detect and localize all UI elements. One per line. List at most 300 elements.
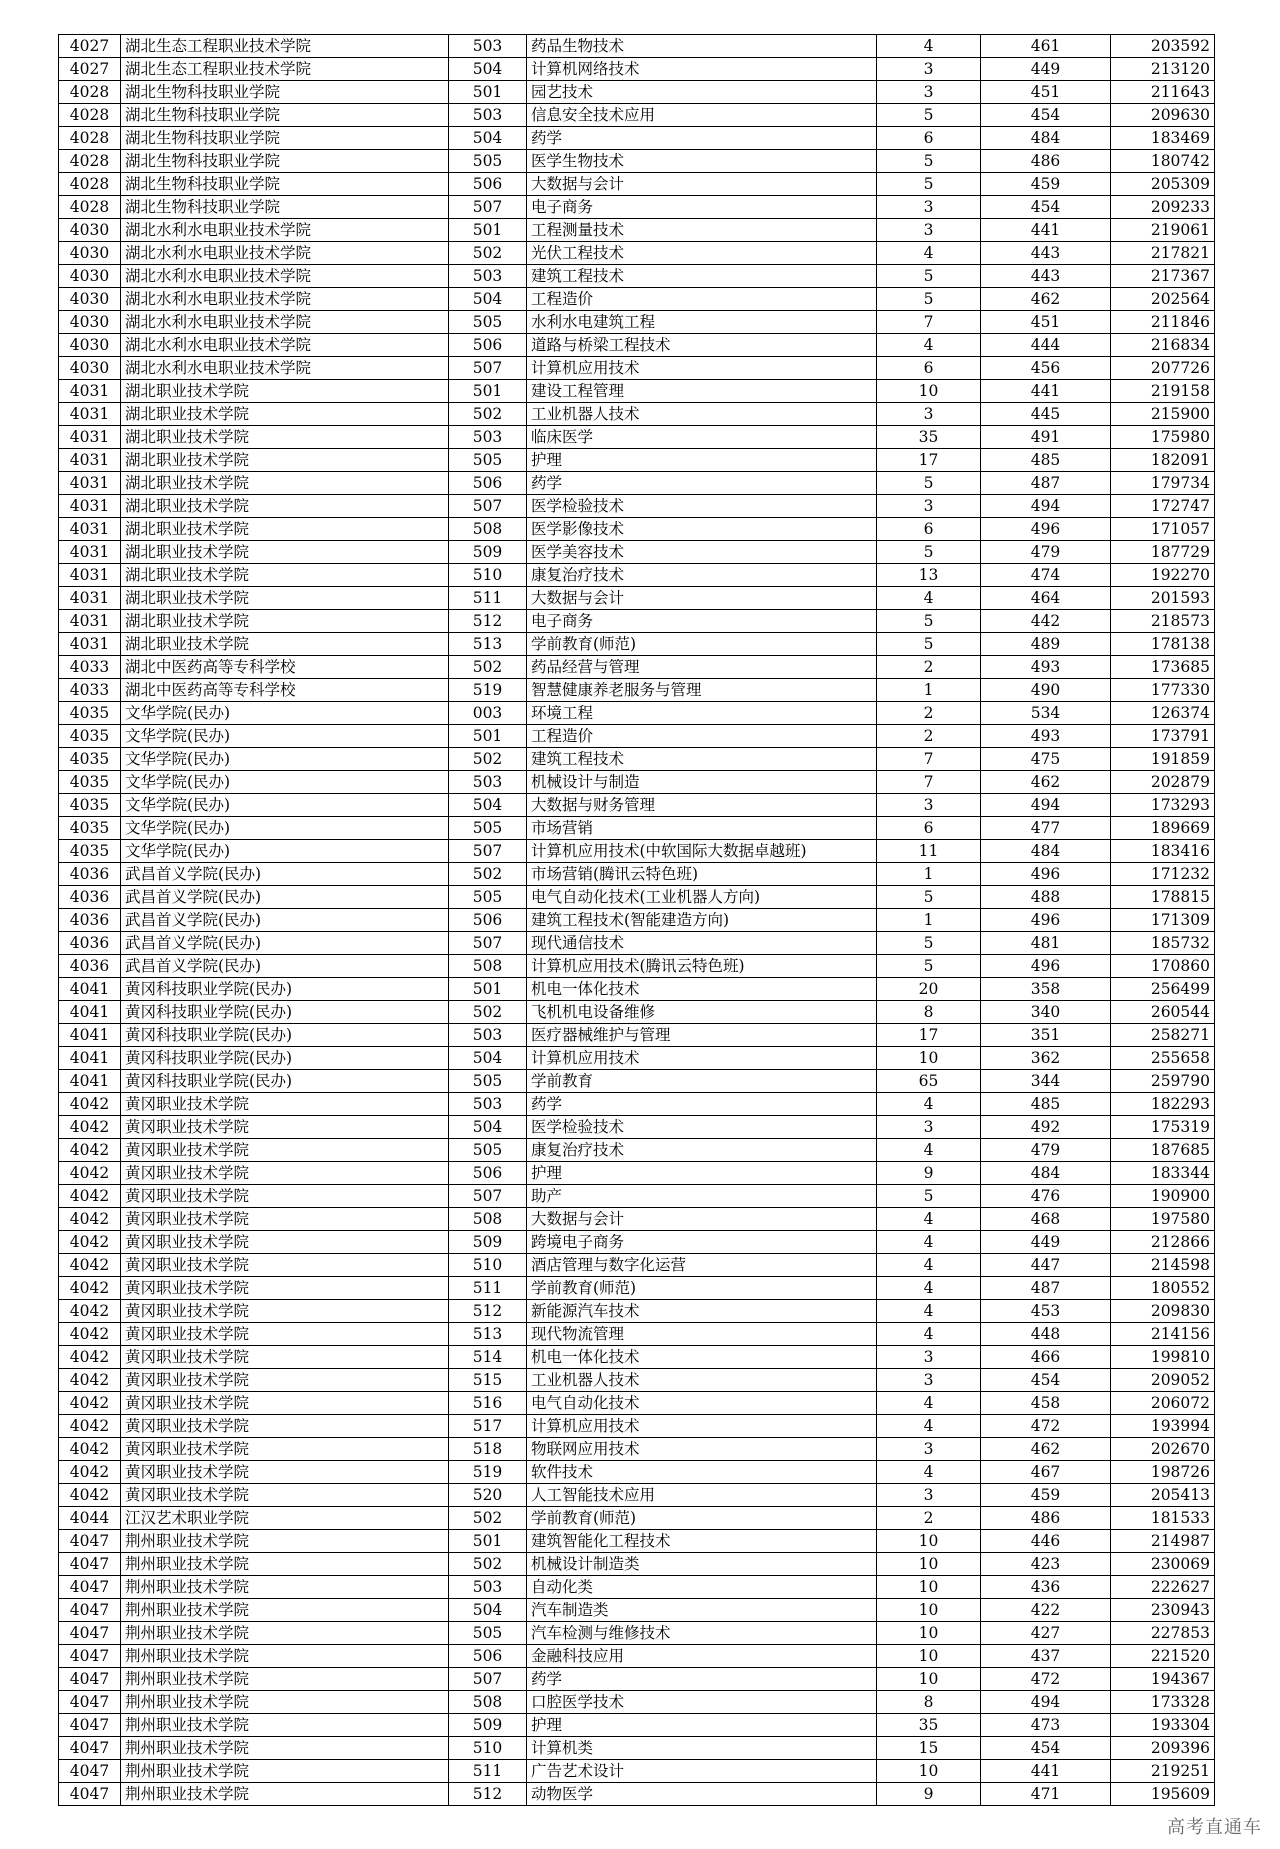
table-row <box>59 840 1215 863</box>
plan-count-cell: 10 <box>877 1599 981 1622</box>
plan-count-cell: 6 <box>877 127 981 150</box>
school-name-cell: 黄冈科技职业学院(民办) <box>121 1024 449 1047</box>
major-code-cell: 501 <box>449 978 527 1001</box>
min-score-cell: 481 <box>981 932 1111 955</box>
major-code-cell: 501 <box>449 81 527 104</box>
major-name-cell: 计算机应用技术 <box>527 357 877 380</box>
school-code-cell: 4042 <box>59 1323 121 1346</box>
table-row <box>59 1760 1215 1783</box>
school-code-cell: 4041 <box>59 978 121 1001</box>
school-name-cell: 湖北生物科技职业学院 <box>121 81 449 104</box>
school-name-cell: 黄冈职业技术学院 <box>121 1438 449 1461</box>
min-rank-cell: 203592 <box>1111 35 1215 58</box>
major-code-cell: 505 <box>449 449 527 472</box>
min-score-cell: 494 <box>981 794 1111 817</box>
major-name-cell: 药品生物技术 <box>527 35 877 58</box>
min-rank-cell: 126374 <box>1111 702 1215 725</box>
min-rank-cell: 171057 <box>1111 518 1215 541</box>
plan-count-cell: 11 <box>877 840 981 863</box>
plan-count-cell: 10 <box>877 1047 981 1070</box>
school-name-cell: 黄冈职业技术学院 <box>121 1254 449 1277</box>
school-name-cell: 黄冈科技职业学院(民办) <box>121 1047 449 1070</box>
plan-count-cell: 4 <box>877 1231 981 1254</box>
school-code-cell: 4030 <box>59 265 121 288</box>
school-code-cell: 4035 <box>59 794 121 817</box>
plan-count-cell: 7 <box>877 771 981 794</box>
min-score-cell: 456 <box>981 357 1111 380</box>
min-rank-cell: 173293 <box>1111 794 1215 817</box>
table-row <box>59 357 1215 380</box>
major-name-cell: 飞机机电设备维修 <box>527 1001 877 1024</box>
table-row <box>59 771 1215 794</box>
school-name-cell: 湖北水利水电职业技术学院 <box>121 242 449 265</box>
min-score-cell: 458 <box>981 1392 1111 1415</box>
school-name-cell: 荆州职业技术学院 <box>121 1760 449 1783</box>
min-rank-cell: 209396 <box>1111 1737 1215 1760</box>
min-score-cell: 491 <box>981 426 1111 449</box>
min-score-cell: 496 <box>981 518 1111 541</box>
table-row <box>59 150 1215 173</box>
plan-count-cell: 4 <box>877 1461 981 1484</box>
school-name-cell: 荆州职业技术学院 <box>121 1576 449 1599</box>
major-name-cell: 物联网应用技术 <box>527 1438 877 1461</box>
table-row <box>59 219 1215 242</box>
min-score-cell: 444 <box>981 334 1111 357</box>
table-row <box>59 1507 1215 1530</box>
school-name-cell: 湖北职业技术学院 <box>121 633 449 656</box>
min-score-cell: 451 <box>981 81 1111 104</box>
school-name-cell: 文华学院(民办) <box>121 702 449 725</box>
table-row <box>59 472 1215 495</box>
min-rank-cell: 171232 <box>1111 863 1215 886</box>
table-row <box>59 978 1215 1001</box>
plan-count-cell: 65 <box>877 1070 981 1093</box>
major-name-cell: 软件技术 <box>527 1461 877 1484</box>
major-code-cell: 507 <box>449 840 527 863</box>
major-code-cell: 513 <box>449 1323 527 1346</box>
school-code-cell: 4028 <box>59 127 121 150</box>
plan-count-cell: 6 <box>877 518 981 541</box>
major-code-cell: 504 <box>449 1047 527 1070</box>
major-code-cell: 518 <box>449 1438 527 1461</box>
school-name-cell: 荆州职业技术学院 <box>121 1553 449 1576</box>
major-name-cell: 学前教育(师范) <box>527 633 877 656</box>
major-code-cell: 516 <box>449 1392 527 1415</box>
major-name-cell: 工程造价 <box>527 725 877 748</box>
school-name-cell: 黄冈科技职业学院(民办) <box>121 978 449 1001</box>
min-score-cell: 485 <box>981 449 1111 472</box>
major-name-cell: 机电一体化技术 <box>527 1346 877 1369</box>
min-rank-cell: 177330 <box>1111 679 1215 702</box>
school-name-cell: 黄冈职业技术学院 <box>121 1231 449 1254</box>
school-name-cell: 湖北中医药高等专科学校 <box>121 679 449 702</box>
table-row <box>59 1576 1215 1599</box>
min-rank-cell: 173685 <box>1111 656 1215 679</box>
plan-count-cell: 5 <box>877 173 981 196</box>
school-name-cell: 湖北生态工程职业技术学院 <box>121 58 449 81</box>
major-code-cell: 502 <box>449 656 527 679</box>
min-rank-cell: 171309 <box>1111 909 1215 932</box>
major-name-cell: 护理 <box>527 1162 877 1185</box>
table-row <box>59 932 1215 955</box>
min-score-cell: 476 <box>981 1185 1111 1208</box>
school-name-cell: 荆州职业技术学院 <box>121 1622 449 1645</box>
min-rank-cell: 172747 <box>1111 495 1215 518</box>
major-name-cell: 金融科技应用 <box>527 1645 877 1668</box>
min-score-cell: 492 <box>981 1116 1111 1139</box>
school-code-cell: 4035 <box>59 771 121 794</box>
school-name-cell: 荆州职业技术学院 <box>121 1783 449 1806</box>
major-name-cell: 机械设计制造类 <box>527 1553 877 1576</box>
major-name-cell: 护理 <box>527 449 877 472</box>
min-rank-cell: 227853 <box>1111 1622 1215 1645</box>
school-code-cell: 4042 <box>59 1461 121 1484</box>
major-name-cell: 电子商务 <box>527 610 877 633</box>
min-score-cell: 441 <box>981 219 1111 242</box>
table-row <box>59 909 1215 932</box>
min-score-cell: 436 <box>981 1576 1111 1599</box>
school-code-cell: 4042 <box>59 1392 121 1415</box>
min-score-cell: 472 <box>981 1668 1111 1691</box>
school-name-cell: 湖北水利水电职业技术学院 <box>121 311 449 334</box>
plan-count-cell: 35 <box>877 426 981 449</box>
min-score-cell: 451 <box>981 311 1111 334</box>
school-code-cell: 4031 <box>59 564 121 587</box>
min-rank-cell: 175319 <box>1111 1116 1215 1139</box>
table-row <box>59 1254 1215 1277</box>
plan-count-cell: 10 <box>877 380 981 403</box>
major-code-cell: 504 <box>449 1116 527 1139</box>
school-code-cell: 4036 <box>59 909 121 932</box>
school-name-cell: 湖北水利水电职业技术学院 <box>121 357 449 380</box>
min-score-cell: 487 <box>981 1277 1111 1300</box>
major-name-cell: 动物医学 <box>527 1783 877 1806</box>
table-row <box>59 242 1215 265</box>
major-name-cell: 大数据与财务管理 <box>527 794 877 817</box>
plan-count-cell: 1 <box>877 909 981 932</box>
table-row <box>59 1139 1215 1162</box>
min-rank-cell: 259790 <box>1111 1070 1215 1093</box>
major-code-cell: 506 <box>449 334 527 357</box>
min-rank-cell: 197580 <box>1111 1208 1215 1231</box>
plan-count-cell: 4 <box>877 1392 981 1415</box>
school-name-cell: 湖北生物科技职业学院 <box>121 150 449 173</box>
watermark-text: 高考直通车 <box>1167 1817 1262 1838</box>
plan-count-cell: 10 <box>877 1622 981 1645</box>
min-score-cell: 447 <box>981 1254 1111 1277</box>
major-code-cell: 508 <box>449 518 527 541</box>
school-code-cell: 4047 <box>59 1576 121 1599</box>
major-code-cell: 505 <box>449 150 527 173</box>
major-code-cell: 501 <box>449 380 527 403</box>
min-rank-cell: 181533 <box>1111 1507 1215 1530</box>
major-code-cell: 501 <box>449 1530 527 1553</box>
school-code-cell: 4047 <box>59 1645 121 1668</box>
school-code-cell: 4047 <box>59 1714 121 1737</box>
major-name-cell: 学前教育 <box>527 1070 877 1093</box>
min-rank-cell: 209630 <box>1111 104 1215 127</box>
school-code-cell: 4036 <box>59 955 121 978</box>
school-name-cell: 黄冈职业技术学院 <box>121 1093 449 1116</box>
table-row <box>59 81 1215 104</box>
min-rank-cell: 258271 <box>1111 1024 1215 1047</box>
school-name-cell: 文华学院(民办) <box>121 794 449 817</box>
table-row <box>59 265 1215 288</box>
min-score-cell: 464 <box>981 587 1111 610</box>
plan-count-cell: 3 <box>877 495 981 518</box>
min-rank-cell: 219158 <box>1111 380 1215 403</box>
plan-count-cell: 4 <box>877 242 981 265</box>
major-name-cell: 机械设计与制造 <box>527 771 877 794</box>
min-score-cell: 496 <box>981 863 1111 886</box>
min-rank-cell: 209830 <box>1111 1300 1215 1323</box>
school-code-cell: 4035 <box>59 702 121 725</box>
min-score-cell: 446 <box>981 1530 1111 1553</box>
school-name-cell: 黄冈职业技术学院 <box>121 1369 449 1392</box>
major-name-cell: 新能源汽车技术 <box>527 1300 877 1323</box>
table-row <box>59 610 1215 633</box>
major-name-cell: 医学影像技术 <box>527 518 877 541</box>
min-rank-cell: 219251 <box>1111 1760 1215 1783</box>
major-code-cell: 502 <box>449 1001 527 1024</box>
major-name-cell: 口腔医学技术 <box>527 1691 877 1714</box>
major-code-cell: 507 <box>449 495 527 518</box>
plan-count-cell: 5 <box>877 472 981 495</box>
plan-count-cell: 10 <box>877 1530 981 1553</box>
min-rank-cell: 185732 <box>1111 932 1215 955</box>
min-rank-cell: 221520 <box>1111 1645 1215 1668</box>
min-rank-cell: 256499 <box>1111 978 1215 1001</box>
table-row <box>59 1070 1215 1093</box>
major-name-cell: 大数据与会计 <box>527 1208 877 1231</box>
min-rank-cell: 255658 <box>1111 1047 1215 1070</box>
major-code-cell: 509 <box>449 1714 527 1737</box>
min-score-cell: 427 <box>981 1622 1111 1645</box>
plan-count-cell: 3 <box>877 403 981 426</box>
table-row <box>59 1231 1215 1254</box>
table-row <box>59 1783 1215 1806</box>
plan-count-cell: 4 <box>877 1254 981 1277</box>
major-code-cell: 508 <box>449 1208 527 1231</box>
major-name-cell: 广告艺术设计 <box>527 1760 877 1783</box>
min-rank-cell: 183344 <box>1111 1162 1215 1185</box>
plan-count-cell: 1 <box>877 863 981 886</box>
major-name-cell: 市场营销 <box>527 817 877 840</box>
major-code-cell: 504 <box>449 288 527 311</box>
major-name-cell: 光伏工程技术 <box>527 242 877 265</box>
table-row <box>59 725 1215 748</box>
min-rank-cell: 187729 <box>1111 541 1215 564</box>
admissions-table <box>58 34 1215 1806</box>
min-rank-cell: 182293 <box>1111 1093 1215 1116</box>
min-score-cell: 454 <box>981 1737 1111 1760</box>
major-code-cell: 520 <box>449 1484 527 1507</box>
min-score-cell: 441 <box>981 1760 1111 1783</box>
school-code-cell: 4033 <box>59 656 121 679</box>
min-rank-cell: 173791 <box>1111 725 1215 748</box>
school-code-cell: 4041 <box>59 1047 121 1070</box>
min-score-cell: 496 <box>981 955 1111 978</box>
table-row <box>59 1116 1215 1139</box>
major-name-cell: 医学检验技术 <box>527 495 877 518</box>
school-code-cell: 4028 <box>59 150 121 173</box>
school-code-cell: 4035 <box>59 748 121 771</box>
min-score-cell: 449 <box>981 1231 1111 1254</box>
min-score-cell: 453 <box>981 1300 1111 1323</box>
major-code-cell: 508 <box>449 955 527 978</box>
major-name-cell: 医学检验技术 <box>527 1116 877 1139</box>
school-code-cell: 4035 <box>59 840 121 863</box>
school-code-cell: 4031 <box>59 633 121 656</box>
plan-count-cell: 5 <box>877 288 981 311</box>
major-name-cell: 电气自动化技术(工业机器人方向) <box>527 886 877 909</box>
plan-count-cell: 13 <box>877 564 981 587</box>
major-code-cell: 502 <box>449 242 527 265</box>
min-rank-cell: 170860 <box>1111 955 1215 978</box>
table-row <box>59 1645 1215 1668</box>
school-name-cell: 黄冈科技职业学院(民办) <box>121 1070 449 1093</box>
major-code-cell: 511 <box>449 1277 527 1300</box>
min-score-cell: 351 <box>981 1024 1111 1047</box>
min-rank-cell: 183416 <box>1111 840 1215 863</box>
school-name-cell: 湖北生物科技职业学院 <box>121 104 449 127</box>
plan-count-cell: 10 <box>877 1668 981 1691</box>
major-name-cell: 道路与桥梁工程技术 <box>527 334 877 357</box>
plan-count-cell: 5 <box>877 633 981 656</box>
plan-count-cell: 3 <box>877 219 981 242</box>
school-name-cell: 荆州职业技术学院 <box>121 1599 449 1622</box>
min-score-cell: 462 <box>981 1438 1111 1461</box>
school-code-cell: 4047 <box>59 1553 121 1576</box>
school-code-cell: 4042 <box>59 1346 121 1369</box>
plan-count-cell: 6 <box>877 817 981 840</box>
min-score-cell: 358 <box>981 978 1111 1001</box>
min-score-cell: 454 <box>981 104 1111 127</box>
min-rank-cell: 194367 <box>1111 1668 1215 1691</box>
plan-count-cell: 5 <box>877 150 981 173</box>
major-name-cell: 建筑工程技术 <box>527 265 877 288</box>
school-name-cell: 黄冈职业技术学院 <box>121 1484 449 1507</box>
min-score-cell: 486 <box>981 150 1111 173</box>
school-name-cell: 荆州职业技术学院 <box>121 1737 449 1760</box>
school-name-cell: 湖北水利水电职业技术学院 <box>121 288 449 311</box>
min-rank-cell: 189669 <box>1111 817 1215 840</box>
min-score-cell: 443 <box>981 242 1111 265</box>
school-code-cell: 4047 <box>59 1622 121 1645</box>
min-score-cell: 445 <box>981 403 1111 426</box>
min-score-cell: 461 <box>981 35 1111 58</box>
school-name-cell: 黄冈职业技术学院 <box>121 1277 449 1300</box>
major-code-cell: 509 <box>449 1231 527 1254</box>
plan-count-cell: 2 <box>877 1507 981 1530</box>
plan-count-cell: 4 <box>877 1323 981 1346</box>
major-name-cell: 医学美容技术 <box>527 541 877 564</box>
plan-count-cell: 4 <box>877 1300 981 1323</box>
school-code-cell: 4041 <box>59 1070 121 1093</box>
min-rank-cell: 211643 <box>1111 81 1215 104</box>
plan-count-cell: 1 <box>877 679 981 702</box>
school-name-cell: 文华学院(民办) <box>121 817 449 840</box>
table-row <box>59 1392 1215 1415</box>
school-code-cell: 4030 <box>59 334 121 357</box>
admissions-sheet <box>58 34 1215 1806</box>
school-name-cell: 黄冈职业技术学院 <box>121 1461 449 1484</box>
plan-count-cell: 5 <box>877 1185 981 1208</box>
major-code-cell: 506 <box>449 909 527 932</box>
min-rank-cell: 193304 <box>1111 1714 1215 1737</box>
min-rank-cell: 230069 <box>1111 1553 1215 1576</box>
school-name-cell: 湖北生态工程职业技术学院 <box>121 35 449 58</box>
plan-count-cell: 3 <box>877 196 981 219</box>
min-score-cell: 454 <box>981 1369 1111 1392</box>
plan-count-cell: 3 <box>877 1438 981 1461</box>
min-rank-cell: 230943 <box>1111 1599 1215 1622</box>
school-name-cell: 湖北中医药高等专科学校 <box>121 656 449 679</box>
major-code-cell: 506 <box>449 1645 527 1668</box>
table-row <box>59 679 1215 702</box>
school-code-cell: 4042 <box>59 1185 121 1208</box>
school-name-cell: 湖北生物科技职业学院 <box>121 173 449 196</box>
major-code-cell: 503 <box>449 265 527 288</box>
plan-count-cell: 8 <box>877 1691 981 1714</box>
major-code-cell: 504 <box>449 1599 527 1622</box>
school-name-cell: 武昌首义学院(民办) <box>121 863 449 886</box>
table-row <box>59 702 1215 725</box>
major-code-cell: 512 <box>449 1783 527 1806</box>
min-score-cell: 490 <box>981 679 1111 702</box>
major-name-cell: 助产 <box>527 1185 877 1208</box>
table-row <box>59 587 1215 610</box>
major-name-cell: 临床医学 <box>527 426 877 449</box>
min-score-cell: 454 <box>981 196 1111 219</box>
table-row <box>59 1668 1215 1691</box>
min-score-cell: 422 <box>981 1599 1111 1622</box>
major-name-cell: 学前教育(师范) <box>527 1507 877 1530</box>
major-code-cell: 507 <box>449 357 527 380</box>
plan-count-cell: 8 <box>877 1001 981 1024</box>
min-rank-cell: 207726 <box>1111 357 1215 380</box>
major-code-cell: 502 <box>449 1507 527 1530</box>
plan-count-cell: 5 <box>877 886 981 909</box>
plan-count-cell: 3 <box>877 81 981 104</box>
plan-count-cell: 15 <box>877 1737 981 1760</box>
major-code-cell: 504 <box>449 127 527 150</box>
table-row <box>59 1461 1215 1484</box>
major-code-cell: 511 <box>449 1760 527 1783</box>
major-name-cell: 药学 <box>527 472 877 495</box>
school-name-cell: 荆州职业技术学院 <box>121 1691 449 1714</box>
min-score-cell: 479 <box>981 541 1111 564</box>
table-row <box>59 1553 1215 1576</box>
school-code-cell: 4031 <box>59 403 121 426</box>
table-row <box>59 564 1215 587</box>
school-code-cell: 4030 <box>59 219 121 242</box>
plan-count-cell: 4 <box>877 1277 981 1300</box>
min-score-cell: 459 <box>981 173 1111 196</box>
min-score-cell: 437 <box>981 1645 1111 1668</box>
major-code-cell: 510 <box>449 564 527 587</box>
school-code-cell: 4031 <box>59 449 121 472</box>
min-rank-cell: 198726 <box>1111 1461 1215 1484</box>
school-name-cell: 黄冈职业技术学院 <box>121 1392 449 1415</box>
major-name-cell: 计算机应用技术(中软国际大数据卓越班) <box>527 840 877 863</box>
major-name-cell: 医学生物技术 <box>527 150 877 173</box>
school-name-cell: 文华学院(民办) <box>121 840 449 863</box>
min-score-cell: 484 <box>981 127 1111 150</box>
plan-count-cell: 4 <box>877 1093 981 1116</box>
school-code-cell: 4047 <box>59 1737 121 1760</box>
table-row <box>59 541 1215 564</box>
